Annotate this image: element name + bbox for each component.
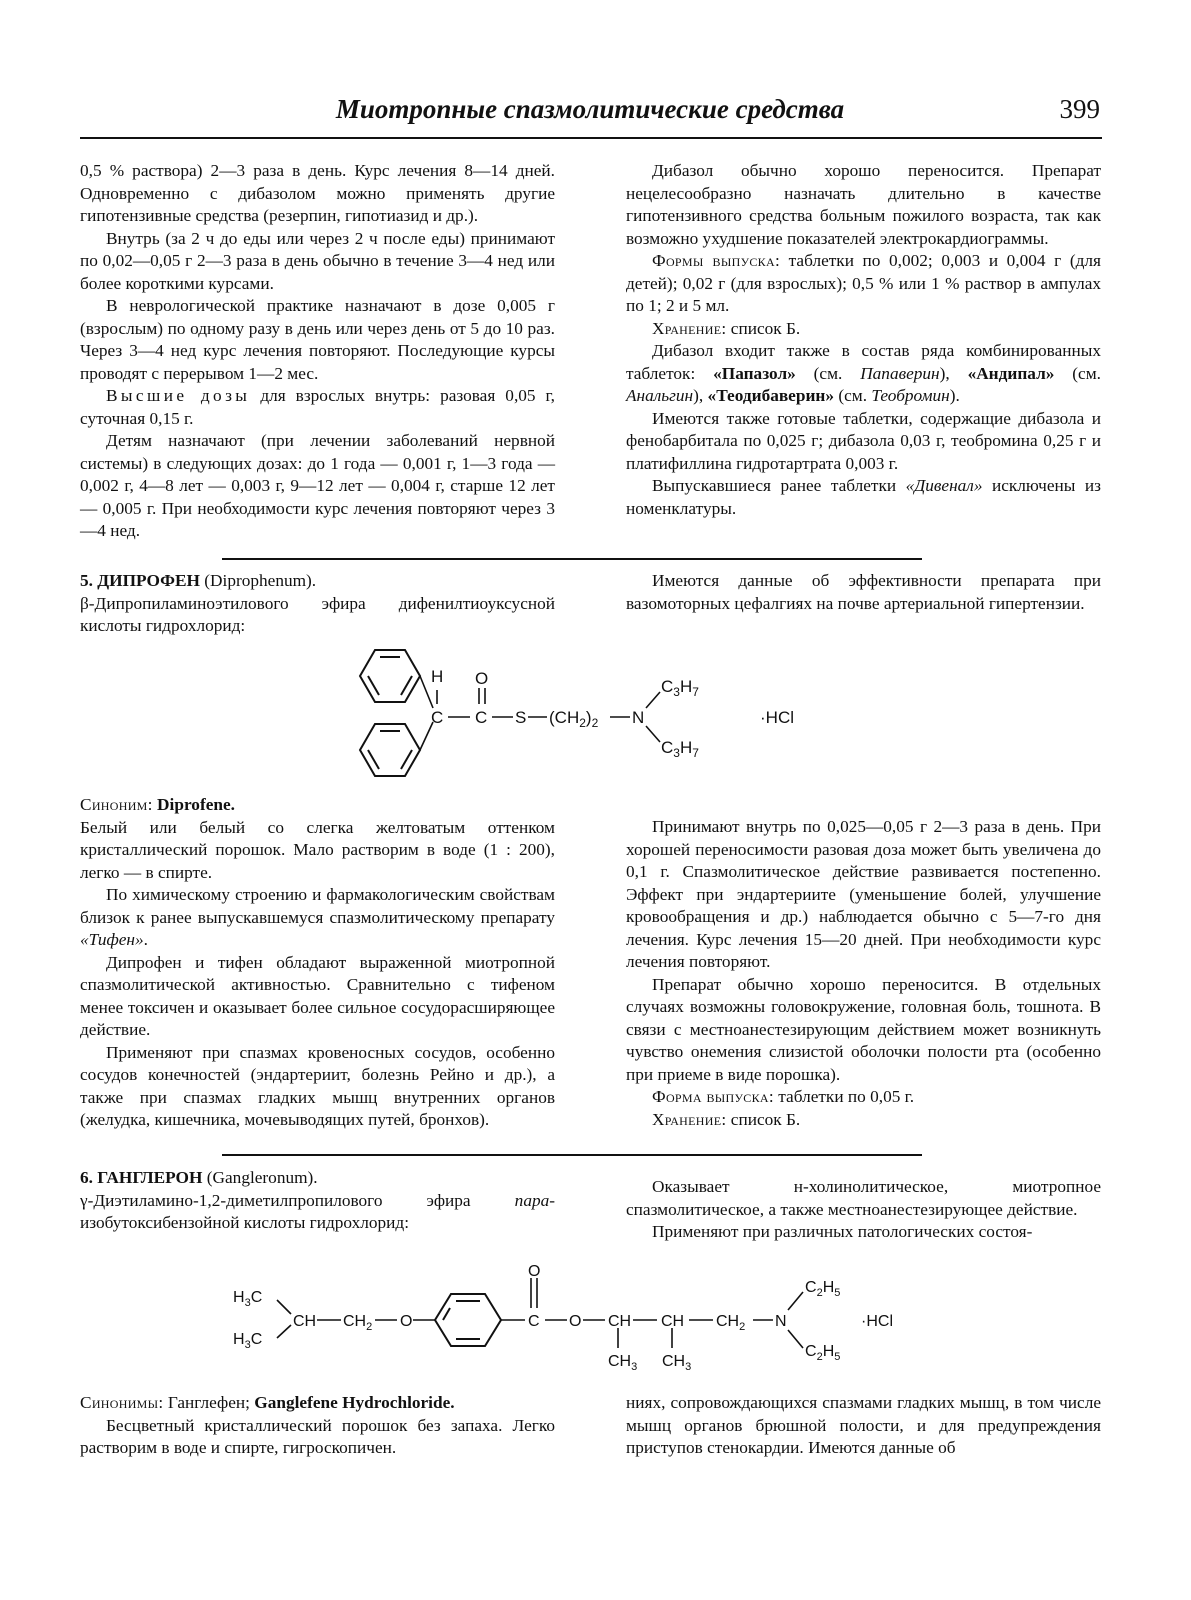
paragraph: Применяют при спазмах кровеносных сосудов, особенно сосудов конечностей (эндартериит, болезнь Рейно и др.), а также при спазмах гладких мышц внутренних органов (желудка, кишечника, мочевыводящих путей, бронхов). <box>80 1042 555 1129</box>
ethyl-group-top <box>805 1279 840 1299</box>
para-prefix: пара <box>514 1190 550 1210</box>
chain-ch: CH <box>608 1313 632 1330</box>
text: Дибазол входит также в состав ряда комбинированных таблеток: <box>626 341 1101 383</box>
benzene-ring <box>435 1294 501 1346</box>
subscript: 2 <box>739 1321 746 1333</box>
diprofen-right-intro <box>626 570 1101 615</box>
chain-text: H <box>822 1279 835 1296</box>
diprofen-structure <box>340 640 820 790</box>
top-left-column <box>80 160 555 543</box>
paragraph: В неврологической практике назначают в дозе 0,005 г (взрослым) по одному разу в день или через день от 5 до 10 раз. Через 3—4 нед курс лечения повторяют. Последующие курсы проводят с перерывом 1—2 мес. <box>80 296 555 383</box>
subscript: 5 <box>834 1351 841 1363</box>
form-label: Форма выпуска: <box>652 1087 774 1106</box>
chain-text: ) <box>585 708 592 727</box>
high-doses-label: Высшие дозы <box>106 386 251 405</box>
chain-text: C <box>250 1331 263 1348</box>
chain-text: C <box>805 1343 817 1360</box>
methyl-top <box>233 1289 262 1309</box>
drug-ref: Папаверин <box>860 363 940 383</box>
atom-n: N <box>632 708 645 727</box>
text: ), <box>693 386 708 405</box>
chemical-name <box>80 1190 555 1235</box>
paragraph <box>626 1086 1101 1109</box>
paragraph <box>626 340 1101 408</box>
paragraph <box>80 884 555 952</box>
ester-oxygen: O <box>569 1313 582 1330</box>
hcl-salt: ·HCl <box>760 708 794 727</box>
synonyms-bold: Ganglefene Hydrochloride. <box>254 1393 455 1412</box>
drug-heading-latin: (Gangleronum). <box>202 1168 318 1187</box>
methyl-branch <box>608 1353 637 1373</box>
paragraph: Имеются данные об эффективности препарата при вазомоторных цефалгиях на почве артериальной гипертензии. <box>626 571 1101 613</box>
text: (см. <box>1054 363 1101 383</box>
gangleron-right-column <box>626 1392 1101 1460</box>
synonyms-label: Синонимы: <box>80 1393 164 1412</box>
paragraph: Имеются также готовые таблетки, содержащие дибазола и фенобарбитала по 0,025 г; дибазола 0,03 г, теобромина 0,25 г и платифиллина гидротартрата 0,003 г. <box>626 408 1101 473</box>
running-head-title: Миотропные спазмолитические средства <box>335 94 845 124</box>
chain-ch: CH <box>661 1313 685 1330</box>
paragraph: Принимают внутрь по 0,025—0,05 г 2—3 раза в день. При хорошей переносимости разовая доза может быть увеличена до 0,1 г. Спазмолитическое действие развивается постепенно. Эффект при эндартериите (уменьшение болей, улучшение кровообращения и др.) наблюдается обычно с 5—7-го дня лечения. Курс лечения 15—20 дней. При необходимости курс лечения повторяют. <box>626 817 1101 971</box>
drug-heading-latin: (Diprophenum). <box>199 571 317 590</box>
gangleron-structure <box>225 1262 925 1382</box>
paragraph: Оказывает н-холинолитическое, миотропное спазмолитическое, а также местноанестезирующее действие. <box>626 1177 1101 1219</box>
chain-text: CH <box>716 1313 740 1330</box>
subscript: 3 <box>673 746 680 760</box>
propyl-group-bottom <box>661 738 699 760</box>
chemical-name: β-Дипропиламиноэтилового эфира дифенилтиоуксусной кислоты гидрохлорид: <box>80 593 555 635</box>
subscript: 7 <box>692 746 699 760</box>
paragraph: Препарат обычно хорошо переносится. В отдельных случаях возможны головокружение, головная боль, тошнота. В связи с местноанестезирующим действием может возникнуть чувство онемения слизистой оболочки полости рта (особенно при приеме в виде порошка). <box>626 974 1101 1084</box>
subscript: 3 <box>673 685 680 699</box>
subscript: 2 <box>579 716 586 730</box>
paragraph <box>626 318 1101 341</box>
diprofen-right-column <box>626 816 1101 1131</box>
gangleron-left-column <box>80 1392 555 1460</box>
paragraph: Дипрофен и тифен обладают выраженной миотропной спазмолитической активностью. Сравнительно с тифеном менее токсичен и оказывает более сильное сосудорасширяющее действие. <box>80 952 555 1039</box>
synonyms-line <box>80 1392 555 1415</box>
atom-c: C <box>475 708 488 727</box>
text: ). <box>949 386 960 405</box>
text: Выпускавшиеся ранее таблетки <box>652 476 906 495</box>
section-separator <box>222 1154 922 1156</box>
storage-label: Хранение: <box>652 318 727 338</box>
drug-heading-number: 5. ДИПРОФЕН <box>80 571 200 590</box>
subscript: 2 <box>816 1287 823 1299</box>
drug-heading <box>80 1167 555 1190</box>
hcl-salt: ·HCl <box>861 1313 893 1330</box>
chain-text: H <box>233 1331 245 1348</box>
chain-text: CH <box>608 1353 632 1370</box>
drug-ref: Теобромин <box>871 386 950 405</box>
high-doses-text: для взрослых внутрь: разовая 0,05 г, суточная 0,15 г. <box>80 386 556 428</box>
diprofen-heading-block <box>80 570 555 638</box>
paragraph: Внутрь (за 2 ч до еды или через 2 ч после еды) принимают по 0,02—0,05 г 2—3 раза в день обычно в течение 3—4 нед или более короткими курсами. <box>80 228 555 293</box>
chain-text: H <box>233 1289 245 1306</box>
subscript: 3 <box>685 1361 692 1373</box>
paragraph: Белый или белый со слегка желтоватым оттенком кристаллический порошок. Мало растворим в воде (1 : 200), легко — в спирте. <box>80 817 555 882</box>
storage-text: список Б. <box>726 1109 801 1129</box>
drug-name: «Дивенал» <box>905 476 983 495</box>
chain-text: CH <box>662 1353 686 1370</box>
text: (см. <box>834 386 872 405</box>
paragraph: Применяют при различных патологических состоя- <box>652 1222 1033 1241</box>
storage-text: список Б. <box>726 318 801 338</box>
storage-label: Хранение: <box>652 1109 727 1129</box>
subscript: 2 <box>366 1321 373 1333</box>
atom-c: C <box>431 708 444 727</box>
phenyl-ring-bottom <box>360 724 420 776</box>
chain-text: C <box>661 677 674 696</box>
section-separator <box>222 558 922 560</box>
paragraph <box>626 475 1101 520</box>
ether-oxygen: O <box>400 1313 413 1330</box>
chain-text: C <box>805 1279 817 1296</box>
carbonyl-oxygen: O <box>528 1263 541 1280</box>
forms-text: таблетки по 0,002; 0,003 и 0,004 г (для детей); 0,02 г (для взрослых); 0,5 % или 1 % раствор в ампулах по 1; 2 и 5 мл. <box>626 251 1101 315</box>
atom-o: O <box>475 669 489 688</box>
paragraph: Бесцветный кристаллический порошок без запаха. Легко растворим в воде и спирте, гигроскопичен. <box>80 1415 555 1457</box>
page-number: 399 <box>1059 94 1100 124</box>
diprofen-left-column <box>80 794 555 1132</box>
ethyl-group-bottom <box>805 1343 840 1363</box>
bonds <box>420 676 660 750</box>
text: γ-Диэтиламино-1,2-диметилпропилового эфира <box>80 1190 515 1210</box>
subscript: 5 <box>834 1287 841 1299</box>
propyl-group-top <box>661 677 699 699</box>
isobutyl-ch2 <box>343 1313 372 1333</box>
paragraph <box>626 1109 1101 1132</box>
atom-h: H <box>431 667 444 686</box>
chain-text: H <box>679 677 693 696</box>
synonym-line <box>80 794 555 817</box>
atom-n: N <box>775 1313 787 1330</box>
subscript: 2 <box>591 716 599 730</box>
subscript: 3 <box>244 1339 251 1351</box>
methyl-branch <box>662 1353 691 1373</box>
text: исключены из номенклатуры. <box>626 476 1101 518</box>
atom-s: S <box>515 708 527 727</box>
chain-text: (CH <box>549 708 580 727</box>
chain-text: C <box>661 738 674 757</box>
paragraph: 0,5 % раствора) 2—3 раза в день. Курс лечения 8—14 дней. Одновременно с дибазолом можно применять другие гипотензивные средства (резерпин, гипотиазид и др.). <box>80 161 555 225</box>
paragraph: ниях, сопровождающихся спазмами гладких мышц, в том числе мышц органов брюшной полости, и для предупреждения приступов стенокардии. Имеются данные об <box>626 1393 1101 1457</box>
synonym-value: Diprofene. <box>152 795 235 814</box>
chain-text: C <box>250 1289 263 1306</box>
gangleron-right-intro <box>626 1176 1101 1244</box>
text: ), <box>939 363 968 383</box>
chain-text: H <box>822 1343 835 1360</box>
drug-heading-number: 6. ГАНГЛЕРОН <box>80 1168 203 1187</box>
drug-name: «Андипал» <box>967 363 1055 383</box>
drug-ref: Анальгин <box>626 386 694 405</box>
chain-text: CH <box>343 1313 367 1330</box>
text: -изобутоксибензойной кислоты гидрохлорид: <box>80 1190 555 1232</box>
form-text: таблетки по 0,05 г. <box>773 1087 915 1106</box>
drug-name: «Тифен» <box>80 930 144 949</box>
text: (см. <box>795 363 861 383</box>
paragraph: Дибазол обычно хорошо переносится. Препарат нецелесообразно назначать длительно в качестве гипотензивного средства больным пожилого возраста, так как возможно ухудшение показателей электрокардиограммы. <box>626 161 1101 248</box>
header-rule <box>80 137 1102 139</box>
chain-ch2 <box>716 1313 745 1333</box>
methyl-bottom <box>233 1331 262 1351</box>
subscript: 7 <box>692 685 699 699</box>
paragraph <box>80 385 555 430</box>
text: . <box>143 930 148 949</box>
drug-name: «Теодибаверин» <box>707 386 835 405</box>
subscript: 3 <box>244 1297 251 1309</box>
carbonyl-carbon: C <box>528 1313 540 1330</box>
gangleron-heading-block <box>80 1167 555 1235</box>
text: По химическому строению и фармакологическим свойствам близок к ранее выпускавшемуся спазмолитическому препарату <box>80 885 555 927</box>
subscript: 2 <box>816 1351 823 1363</box>
isobutyl-ch: CH <box>293 1313 317 1330</box>
top-right-column <box>626 160 1101 520</box>
drug-name: «Папазол» <box>713 363 796 383</box>
synonyms-plain: Ганглефен; <box>163 1393 255 1412</box>
chain-ch2 <box>549 708 599 730</box>
forms-label: Формы выпуска: <box>652 251 781 270</box>
paragraph: Детям назначают (при лечении заболеваний нервной системы) в следующих дозах: до 1 года — 0,001 г, 1—3 года — 0,002 г, 4—8 лет — 0,003 г, 9—12 лет — 0,004 г, старше 12 лет — 0,005 г. При необходимости курс лечения повторяют через 3—4 нед. <box>80 431 555 540</box>
synonym-label: Синоним: <box>80 795 153 814</box>
running-head <box>80 94 1100 134</box>
chain-text: H <box>679 738 693 757</box>
drug-heading <box>80 570 555 593</box>
subscript: 3 <box>631 1361 638 1373</box>
phenyl-ring-top <box>360 650 420 702</box>
paragraph <box>626 250 1101 318</box>
